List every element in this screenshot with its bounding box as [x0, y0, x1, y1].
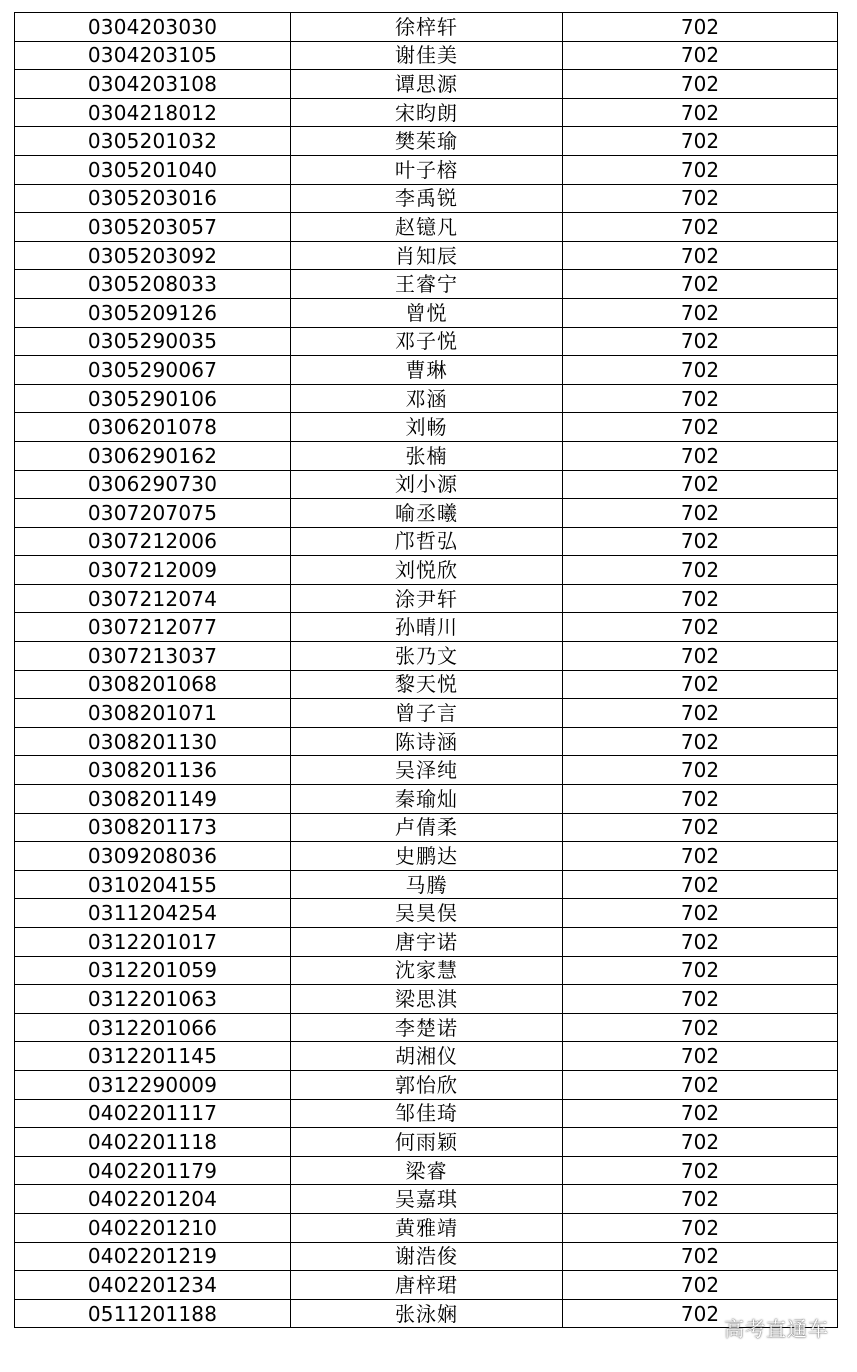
score-cell: 702: [563, 899, 838, 928]
exam-number-cell: 0312201066: [15, 1013, 291, 1042]
student-name-cell: 郭怡欣: [291, 1070, 563, 1099]
score-cell: 702: [563, 1271, 838, 1300]
table-row: [15, 756, 838, 785]
table-row: [15, 613, 838, 642]
table-row: [15, 1042, 838, 1071]
exam-number-cell: 0306290162: [15, 441, 291, 470]
score-table-body: [15, 13, 838, 1328]
student-name-cell: 邝哲弘: [291, 527, 563, 556]
exam-number-cell: 0304218012: [15, 98, 291, 127]
score-cell: 702: [563, 1185, 838, 1214]
table-row: [15, 985, 838, 1014]
table-row: [15, 870, 838, 899]
exam-number-cell: 0309208036: [15, 842, 291, 871]
exam-number-cell: 0308201071: [15, 699, 291, 728]
student-name-cell: 吴泽纯: [291, 756, 563, 785]
score-cell: 702: [563, 1156, 838, 1185]
exam-number-cell: 0308201173: [15, 813, 291, 842]
exam-number-cell: 0402201179: [15, 1156, 291, 1185]
table-row: [15, 956, 838, 985]
score-cell: 702: [563, 928, 838, 957]
student-name-cell: 喻丞曦: [291, 499, 563, 528]
table-row: [15, 813, 838, 842]
table-row: [15, 556, 838, 585]
score-cell: 702: [563, 756, 838, 785]
student-name-cell: 张楠: [291, 441, 563, 470]
score-cell: 702: [563, 155, 838, 184]
table-row: [15, 699, 838, 728]
student-name-cell: 宋昀朗: [291, 98, 563, 127]
table-row: [15, 928, 838, 957]
table-row: [15, 1185, 838, 1214]
exam-number-cell: 0402201234: [15, 1271, 291, 1300]
table-row: [15, 70, 838, 99]
student-name-cell: 卢倩柔: [291, 813, 563, 842]
score-cell: 702: [563, 785, 838, 814]
student-name-cell: 刘畅: [291, 413, 563, 442]
score-cell: 702: [563, 127, 838, 156]
score-cell: 702: [563, 356, 838, 385]
table-row: [15, 1213, 838, 1242]
table-row: [15, 1271, 838, 1300]
exam-number-cell: 0312201017: [15, 928, 291, 957]
student-name-cell: 赵镱凡: [291, 213, 563, 242]
exam-number-cell: 0402201118: [15, 1128, 291, 1157]
student-name-cell: 刘小源: [291, 470, 563, 499]
score-cell: 702: [563, 985, 838, 1014]
exam-number-cell: 0402201210: [15, 1213, 291, 1242]
exam-number-cell: 0308201130: [15, 727, 291, 756]
student-name-cell: 徐梓轩: [291, 13, 563, 42]
score-cell: 702: [563, 956, 838, 985]
exam-number-cell: 0308201068: [15, 670, 291, 699]
student-name-cell: 涂尹轩: [291, 584, 563, 613]
student-name-cell: 邹佳琦: [291, 1099, 563, 1128]
exam-number-cell: 0312201059: [15, 956, 291, 985]
score-cell: 702: [563, 1099, 838, 1128]
student-name-cell: 吴昊俣: [291, 899, 563, 928]
table-row: [15, 584, 838, 613]
score-cell: 702: [563, 499, 838, 528]
table-row: [15, 899, 838, 928]
score-cell: 702: [563, 870, 838, 899]
exam-number-cell: 0307213037: [15, 642, 291, 671]
table-row: [15, 1099, 838, 1128]
table-row: [15, 155, 838, 184]
exam-number-cell: 0305290035: [15, 327, 291, 356]
score-cell: 702: [563, 813, 838, 842]
score-cell: 702: [563, 670, 838, 699]
student-name-cell: 樊茱瑜: [291, 127, 563, 156]
student-name-cell: 何雨颖: [291, 1128, 563, 1157]
table-row: [15, 670, 838, 699]
table-row: [15, 1013, 838, 1042]
table-row: [15, 41, 838, 70]
table-row: [15, 298, 838, 327]
exam-number-cell: 0305201032: [15, 127, 291, 156]
student-name-cell: 谢浩俊: [291, 1242, 563, 1271]
student-name-cell: 黎天悦: [291, 670, 563, 699]
score-cell: 702: [563, 41, 838, 70]
exam-number-cell: 0307212009: [15, 556, 291, 585]
exam-number-cell: 0304203105: [15, 41, 291, 70]
student-name-cell: 唐梓珺: [291, 1271, 563, 1300]
table-row: [15, 1242, 838, 1271]
exam-number-cell: 0402201204: [15, 1185, 291, 1214]
table-row: [15, 127, 838, 156]
student-name-cell: 李禹锐: [291, 184, 563, 213]
student-name-cell: 张泳娴: [291, 1299, 563, 1328]
student-name-cell: 邓涵: [291, 384, 563, 413]
table-row: [15, 98, 838, 127]
student-name-cell: 曾悦: [291, 298, 563, 327]
score-cell: 702: [563, 413, 838, 442]
student-name-cell: 吴嘉琪: [291, 1185, 563, 1214]
table-row: [15, 527, 838, 556]
table-row: [15, 727, 838, 756]
score-cell: 702: [563, 727, 838, 756]
exam-number-cell: 0308201149: [15, 785, 291, 814]
score-cell: 702: [563, 70, 838, 99]
student-name-cell: 沈家慧: [291, 956, 563, 985]
table-row: [15, 327, 838, 356]
score-cell: 702: [563, 298, 838, 327]
student-name-cell: 孙晴川: [291, 613, 563, 642]
score-cell: 702: [563, 13, 838, 42]
table-row: [15, 1070, 838, 1099]
score-table: [14, 12, 838, 1328]
student-name-cell: 黄雅靖: [291, 1213, 563, 1242]
exam-number-cell: 0307212006: [15, 527, 291, 556]
table-row: [15, 642, 838, 671]
table-row: [15, 356, 838, 385]
exam-number-cell: 0304203108: [15, 70, 291, 99]
table-row: [15, 270, 838, 299]
table-row: [15, 499, 838, 528]
student-name-cell: 秦瑜灿: [291, 785, 563, 814]
exam-number-cell: 0402201219: [15, 1242, 291, 1271]
exam-number-cell: 0305208033: [15, 270, 291, 299]
student-name-cell: 胡湘仪: [291, 1042, 563, 1071]
score-cell: 702: [563, 384, 838, 413]
table-row: [15, 184, 838, 213]
exam-number-cell: 0311204254: [15, 899, 291, 928]
score-cell: 702: [563, 1042, 838, 1071]
score-cell: 702: [563, 184, 838, 213]
score-cell: 702: [563, 1213, 838, 1242]
table-row: [15, 785, 838, 814]
student-name-cell: 邓子悦: [291, 327, 563, 356]
exam-number-cell: 0305290067: [15, 356, 291, 385]
exam-number-cell: 0305201040: [15, 155, 291, 184]
score-cell: 702: [563, 1013, 838, 1042]
student-name-cell: 曾子言: [291, 699, 563, 728]
exam-number-cell: 0312290009: [15, 1070, 291, 1099]
score-cell: 702: [563, 98, 838, 127]
exam-number-cell: 0307212074: [15, 584, 291, 613]
table-row: [15, 413, 838, 442]
exam-number-cell: 0310204155: [15, 870, 291, 899]
student-name-cell: 梁睿: [291, 1156, 563, 1185]
score-cell: 702: [563, 699, 838, 728]
exam-number-cell: 0305203057: [15, 213, 291, 242]
exam-number-cell: 0305209126: [15, 298, 291, 327]
score-cell: 702: [563, 842, 838, 871]
table-row: [15, 1128, 838, 1157]
exam-number-cell: 0305290106: [15, 384, 291, 413]
student-name-cell: 谢佳美: [291, 41, 563, 70]
student-name-cell: 唐宇诺: [291, 928, 563, 957]
score-cell: 702: [563, 441, 838, 470]
exam-number-cell: 0306201078: [15, 413, 291, 442]
score-cell: 702: [563, 470, 838, 499]
student-name-cell: 马腾: [291, 870, 563, 899]
score-cell: 702: [563, 1299, 838, 1328]
student-name-cell: 王睿宁: [291, 270, 563, 299]
score-list-sheet: [14, 12, 837, 1328]
exam-number-cell: 0402201117: [15, 1099, 291, 1128]
score-cell: 702: [563, 613, 838, 642]
table-row: [15, 13, 838, 42]
exam-number-cell: 0308201136: [15, 756, 291, 785]
student-name-cell: 刘悦欣: [291, 556, 563, 585]
student-name-cell: 叶子榕: [291, 155, 563, 184]
student-name-cell: 梁思淇: [291, 985, 563, 1014]
score-cell: 702: [563, 642, 838, 671]
score-cell: 702: [563, 1242, 838, 1271]
table-row: [15, 842, 838, 871]
exam-number-cell: 0305203092: [15, 241, 291, 270]
score-cell: 702: [563, 556, 838, 585]
score-cell: 702: [563, 1070, 838, 1099]
score-cell: 702: [563, 1128, 838, 1157]
table-row: [15, 241, 838, 270]
student-name-cell: 史鹏达: [291, 842, 563, 871]
table-row: [15, 384, 838, 413]
score-cell: 702: [563, 327, 838, 356]
student-name-cell: 陈诗涵: [291, 727, 563, 756]
table-row: [15, 470, 838, 499]
exam-number-cell: 0312201145: [15, 1042, 291, 1071]
score-cell: 702: [563, 270, 838, 299]
exam-number-cell: 0305203016: [15, 184, 291, 213]
exam-number-cell: 0307212077: [15, 613, 291, 642]
exam-number-cell: 0312201063: [15, 985, 291, 1014]
table-row: [15, 1299, 838, 1328]
exam-number-cell: 0304203030: [15, 13, 291, 42]
table-row: [15, 213, 838, 242]
student-name-cell: 谭思源: [291, 70, 563, 99]
score-cell: 702: [563, 527, 838, 556]
score-cell: 702: [563, 584, 838, 613]
watermark-text: 高考直通车: [724, 1317, 829, 1341]
score-cell: 702: [563, 241, 838, 270]
exam-number-cell: 0307207075: [15, 499, 291, 528]
student-name-cell: 张乃文: [291, 642, 563, 671]
exam-number-cell: 0306290730: [15, 470, 291, 499]
student-name-cell: 李楚诺: [291, 1013, 563, 1042]
exam-number-cell: 0511201188: [15, 1299, 291, 1328]
student-name-cell: 肖知辰: [291, 241, 563, 270]
table-row: [15, 1156, 838, 1185]
score-cell: 702: [563, 213, 838, 242]
table-row: [15, 441, 838, 470]
student-name-cell: 曹琳: [291, 356, 563, 385]
